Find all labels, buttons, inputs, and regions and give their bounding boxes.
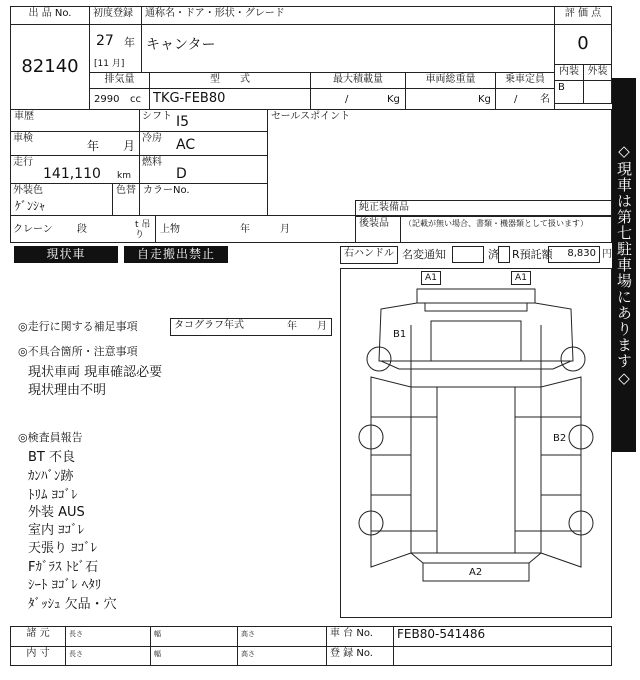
tacho-label: タコグラフ年式: [174, 320, 244, 331]
upper-cell: [155, 215, 356, 243]
fuel-value: D: [176, 166, 187, 182]
genuine-cell: [355, 200, 612, 217]
first-reg-year: 27: [96, 33, 114, 49]
history-label: 車歴: [14, 111, 34, 122]
size-width-label: 幅: [154, 650, 161, 658]
ac-label: 冷房: [142, 133, 162, 144]
inspector-line-3: ﾄﾘﾑ ﾖｺﾞﾚ: [28, 488, 78, 503]
displacement-unit: cc: [130, 94, 141, 105]
interior-score-cell: [554, 80, 584, 104]
color-change-label: 色替: [116, 185, 136, 196]
mileage-label: 走行: [13, 157, 33, 168]
inspector-line-6: 天張り ﾖｺﾞﾚ: [28, 541, 98, 556]
inspection-cell: [10, 131, 140, 156]
spec-length-cell: [65, 626, 151, 647]
color-code-label: カラーNo.: [143, 185, 190, 196]
recycle-unit: 円: [602, 249, 612, 260]
lot-number: 82140: [21, 55, 79, 77]
displacement-value: 2990: [94, 94, 120, 105]
fuel-cell: [139, 155, 268, 184]
name-change-label: 名変通知: [402, 248, 446, 261]
capacity-label-cell: [495, 72, 555, 89]
size-row-label: 内 寸: [26, 648, 50, 659]
inspection-month-unit: 月: [123, 139, 136, 153]
chassis-label-cell: [326, 626, 394, 647]
model-code-cell: [149, 88, 311, 110]
first-reg-year-unit: 年: [124, 36, 135, 49]
inspector-title: ◎検査員報告: [18, 431, 83, 444]
size-length-label: 長さ: [69, 650, 83, 658]
tacho-year-unit: 年: [287, 321, 297, 332]
defect-line-2: 現状理由不明: [28, 383, 107, 398]
self-drive-prohibited-banner: 自走搬出禁止: [124, 246, 228, 263]
inspection-year-unit: 年: [87, 139, 100, 153]
lot-label-cell: [10, 6, 90, 25]
max-load-value: /: [345, 94, 349, 105]
gross-weight-label: 車両総重量: [425, 74, 476, 85]
gross-weight-label-cell: [405, 72, 496, 89]
model-code: TKG-FEB80: [153, 91, 226, 106]
handle-cell: [340, 246, 398, 264]
model-name-cell: [141, 24, 555, 73]
inspector-line-8: ｼｰﾄ ﾖｺﾞﾚ ﾍﾀﾘ: [28, 578, 102, 593]
damage-label-b1: B1: [393, 329, 407, 340]
name-label-cell: [141, 6, 555, 25]
score-label: 評 価 点: [564, 8, 602, 19]
recycle-value: 8,830: [567, 248, 596, 259]
aftermarket-note: （記載が無い場合、書類・機器類として扱います）: [404, 219, 588, 228]
exterior-label: 外装: [587, 66, 608, 77]
max-load-label-cell: [310, 72, 406, 89]
name-label: 通称名・ドア・形状・グレード: [145, 8, 285, 19]
recycle-label: R預託額: [512, 248, 553, 261]
chassis-label: 車 台 No.: [330, 628, 373, 639]
genuine-label: 純正装備品: [359, 202, 409, 213]
damage-label-a1-right: A1: [515, 273, 527, 283]
shift-label: シフト: [142, 111, 172, 122]
inspector-line-2: ｶﾝﾊﾞﾝ跡: [28, 469, 74, 484]
interior-label: 内装: [559, 66, 579, 77]
displacement-label: 排気量: [104, 74, 135, 85]
aftermarket-note-cell: [400, 216, 612, 243]
max-load-cell: [310, 88, 406, 110]
mileage-value: 141,110: [43, 166, 101, 182]
gross-weight-unit: Kg: [478, 94, 491, 105]
fuel-label: 燃料: [142, 157, 162, 168]
exterior-color-value: ｹﾞﾝｼｬ: [15, 199, 46, 213]
damage-label-b2: B2: [553, 433, 567, 444]
damage-label-a2: A2: [469, 567, 483, 578]
defect-line-1: 現状車両 現車確認必要: [28, 365, 163, 380]
running-title: ◎走行に関する補足事項: [18, 320, 138, 333]
color-change-cell: [112, 183, 140, 216]
inspector-line-7: Fｶﾞﾗｽ ﾄﾋﾞ石: [28, 560, 99, 575]
name-change-box: [452, 246, 484, 263]
handle-label: 右ハンドル: [344, 248, 394, 259]
displacement-cell: [89, 88, 150, 110]
model-name: キャンター: [146, 37, 216, 53]
inspection-label: 車検: [13, 133, 33, 144]
damage-marker-a1-right: [511, 271, 531, 285]
capacity-cell: [495, 88, 555, 110]
score-value: 0: [577, 33, 589, 54]
spec-width-label: 幅: [154, 630, 161, 638]
score-cell: [554, 24, 612, 65]
model-label: 型 式: [210, 74, 250, 85]
mileage-unit: km: [117, 171, 131, 181]
displacement-label-cell: [89, 72, 150, 89]
exterior-label-cell: [583, 64, 612, 81]
spec-height-label: 高さ: [241, 630, 255, 638]
damage-marker-a1-left: [421, 271, 441, 285]
gross-weight-cell: [405, 88, 496, 110]
shift-value: I5: [176, 114, 190, 130]
damage-label-a1-left: A1: [425, 273, 437, 283]
interior-score: B: [558, 82, 565, 93]
inspector-line-5: 室内 ﾖｺﾞﾚ: [28, 523, 85, 538]
exterior-color-label: 外装色: [13, 185, 43, 196]
size-length-cell: [65, 646, 151, 666]
size-width-cell: [150, 646, 238, 666]
chassis-value: FEB80-541486: [397, 627, 486, 641]
lot-label: 出 品 No.: [28, 8, 72, 19]
tacho-cell: [170, 318, 332, 336]
first-reg-month: [11 月]: [94, 59, 125, 69]
aftermarket-label: 後装品: [359, 218, 389, 229]
crane-label: クレーン: [13, 224, 53, 235]
recycle-cell: [548, 246, 600, 263]
history-cell: [10, 109, 140, 132]
exterior-color-cell: [10, 183, 113, 216]
capacity-value: /: [514, 94, 518, 105]
current-state-banner: 現状車: [14, 246, 118, 263]
parking-location-banner: ◇現車は第七駐車場にあります◇: [612, 78, 636, 452]
capacity-unit: 名: [540, 94, 550, 105]
spec-row-label: 諸 元: [26, 628, 50, 639]
tax-box: [498, 246, 510, 263]
upper-month-unit: 月: [280, 224, 290, 235]
tacho-month-unit: 月: [317, 321, 327, 332]
inspector-line-4: 外装 AUS: [28, 505, 85, 520]
tax-label: 済: [488, 248, 499, 261]
aftermarket-label-cell: [355, 216, 401, 243]
max-load-unit: Kg: [387, 94, 400, 105]
inspector-line-9: ﾀﾞｯｼｭ 欠品・穴: [28, 597, 117, 612]
model-label-cell: [149, 72, 311, 89]
first-reg-cell: [89, 24, 142, 73]
reg-value-cell: [393, 646, 612, 666]
shift-cell: [139, 109, 268, 132]
first-reg-label-cell: [89, 6, 142, 25]
ac-cell: [139, 131, 268, 156]
inspector-line-1: BT 不良: [28, 450, 75, 465]
sales-point-label: セールスポイント: [271, 111, 351, 122]
interior-label-cell: [554, 64, 584, 81]
first-reg-label: 初度登録: [93, 8, 133, 19]
spec-height-cell: [237, 626, 327, 647]
lot-number-cell: [10, 24, 90, 110]
reg-label-cell: [326, 646, 394, 666]
upper-label: 上物: [160, 224, 180, 235]
color-code-cell: [139, 183, 268, 216]
upper-year-unit: 年: [240, 224, 250, 235]
ac-value: AC: [176, 137, 196, 153]
reg-label: 登 録 No.: [330, 648, 373, 659]
mileage-cell: [10, 155, 140, 184]
score-label-cell: [554, 6, 612, 25]
exterior-score-cell: [583, 80, 612, 104]
size-height-cell: [237, 646, 327, 666]
crane-cell: [10, 215, 156, 243]
crane-stage-unit: 段: [77, 224, 87, 235]
max-load-label: 最大積載量: [333, 74, 383, 85]
chassis-value-cell: [393, 626, 612, 647]
spec-row-label-cell: [10, 626, 66, 647]
truck-diagram-frame: [340, 268, 612, 618]
capacity-label: 乗車定員: [505, 74, 545, 85]
spec-width-cell: [150, 626, 238, 647]
crane-load-unit: t 吊り: [135, 220, 151, 240]
size-row-label-cell: [10, 646, 66, 666]
spec-length-label: 長さ: [69, 630, 83, 638]
size-height-label: 高さ: [241, 650, 255, 658]
truck-diagram: [341, 269, 611, 617]
defects-title: ◎不具合箇所・注意事項: [18, 345, 138, 358]
